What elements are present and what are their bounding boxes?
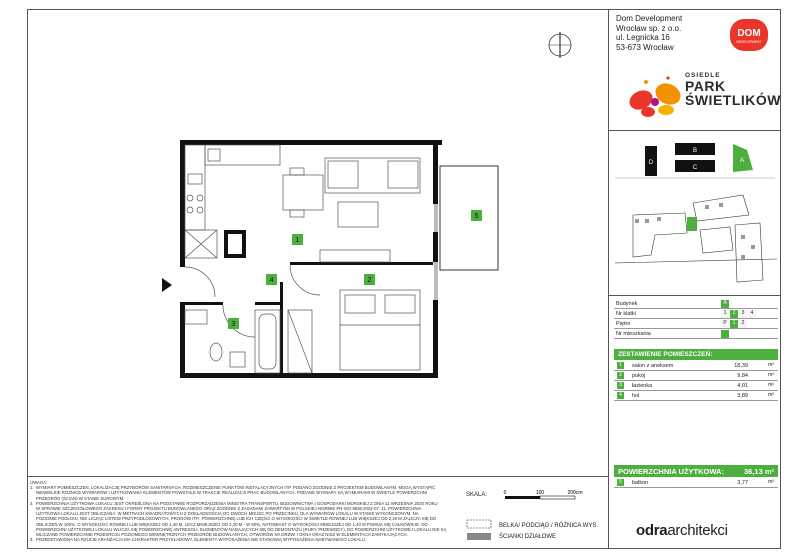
scale-tick: 200cm <box>567 490 583 496</box>
info-label: Nr mieszkania <box>616 331 651 337</box>
room-unit: m² <box>768 392 774 398</box>
north-arrow-icon <box>545 30 575 60</box>
scale-tick: 100 <box>535 490 545 496</box>
room-row <box>614 371 778 381</box>
info-row <box>614 299 778 309</box>
balcony-row <box>614 478 778 488</box>
company-address <box>616 14 682 52</box>
info-label: Piętro <box>616 321 631 327</box>
scale-tick: 0 <box>503 490 507 496</box>
info-cell: 2 <box>730 310 738 318</box>
project-name <box>685 72 781 107</box>
architect-logo <box>636 522 728 539</box>
room-name: łazienka <box>632 383 653 389</box>
legend <box>499 521 598 543</box>
room-name: hol <box>632 393 640 399</box>
info-cell <box>721 330 729 338</box>
architect-part1: odra <box>636 522 668 539</box>
notes-title: UWAGA: <box>30 480 48 485</box>
room-num: 4 <box>617 392 624 399</box>
project-line1: PARK <box>685 78 726 94</box>
room-name: pokój <box>632 373 646 379</box>
info-label: Nr klatki <box>616 311 636 317</box>
company-city: 53-673 Wrocław <box>616 42 674 52</box>
room-num: 2 <box>617 372 624 379</box>
info-cell: 1 <box>730 320 738 328</box>
logo-subtext: DEVELOPMENT <box>736 40 762 44</box>
info-label: Budynek <box>616 301 638 307</box>
legend-item: BELKA/ PODCIĄG / RÓŻNICA WYS. <box>499 523 599 529</box>
notes <box>30 480 470 542</box>
balcony-unit: m² <box>768 479 774 485</box>
room-list <box>614 361 778 401</box>
notes-lines <box>30 485 470 542</box>
note-line: 1. WYMIARY POMIESZCZEŃ, LOKALIZACJĘ PRZYBORÓW SANITARNYCH, ROZMIESZCZENIE PUNKTÓW INSTALACYJNYCH ITP. PODANO ZGODNIE Z PROJEKTEM BUDOWLANYM. MOGĄ WYSTĄPIĆ <box>30 485 436 491</box>
floor-plan <box>150 130 510 380</box>
note-line: WLICZANE POWIERZCHNIE PRZEKROJU POZIOMEGO WEWNĘTRZNYCH PRZEGRÓD BUDOWLANYCH, OTWORÓW NA DRZWI I OKNA ORAZ NISZ W ELEMENTACH ZAMYKAJĄCYCH. <box>30 532 408 538</box>
scale-bar <box>500 488 590 506</box>
room-area: 4,01 <box>737 383 748 389</box>
note-line: NIEWIELKIE RÓŻNICE WYMIARÓW I UŻYTKOWANIA ELEMENTÓW POWSTAŁE W TRAKCIE REALIZACJI PRAC BUDOWLANYCH. PODANE WYMIARY SĄ WYMIARAMI W ŚWIETLE POWIERZCHNI <box>30 490 428 496</box>
room-label: 5 <box>471 210 482 221</box>
sidebar-divider <box>608 9 609 549</box>
balcony-num: 5 <box>617 479 624 486</box>
dom-development-logo <box>729 18 769 52</box>
total-area <box>614 465 778 477</box>
info-cell: 2 <box>739 320 747 328</box>
project-small: OSIEDLE <box>685 72 721 79</box>
room-label: 2 <box>364 274 375 285</box>
info-cell: 1 <box>721 310 729 318</box>
key-plan-buildings <box>615 138 775 190</box>
room-row <box>614 381 778 391</box>
divider <box>608 130 781 131</box>
company-street: ul. Legnicka 16 <box>616 33 670 42</box>
info-cell: 4 <box>748 310 756 318</box>
info-cell: A <box>721 300 729 308</box>
divider <box>27 476 608 477</box>
note-line: POWIERZCHNI UŻYTKOWEJ LOKALU WLICZA SIĘ POWIERZCHNIĘ ANTRESOLI, ELEMENTÓW NADAJĄCYCH SIĘ DO DEMONTAŻU (RURY, PRZEWODY), DO POWIERZCHNI UŻYTKOWEJ LOKALU NIE SĄ <box>30 526 447 532</box>
building-label: D <box>648 160 654 166</box>
room-label: 3 <box>228 318 239 329</box>
legend-swatches <box>466 519 494 545</box>
architect-part2: architekci <box>667 522 728 539</box>
room-unit: m² <box>768 372 774 378</box>
room-unit: m² <box>768 362 774 368</box>
room-area: 3,89 <box>737 393 748 399</box>
building-label: C <box>692 165 698 171</box>
company-name: Dom Development <box>616 14 683 23</box>
room-row <box>614 361 778 371</box>
info-row <box>614 319 778 329</box>
info-row <box>614 309 778 319</box>
room-name: salon z aneksem <box>632 363 674 369</box>
legend-item: ŚCIANKI DZIAŁOWE <box>499 534 557 540</box>
scale-label: SKALA: <box>466 492 488 498</box>
note-line: PRZEGRÓD (ŚCIAN) W STANIE SUROWYM. <box>30 495 125 501</box>
info-row <box>614 329 778 339</box>
room-num: 1 <box>617 362 624 369</box>
note-line: 2. POWIERZCHNIA UŻYTKOWA LOKALU JEST OKREŚLONA NA PODSTAWIE ROZPORZĄDZENIA MINISTRA TRANSPORTU, BUDOWNICTWA I GOSPODARKI MORSKIEJ Z DNIA 11 WRZEŚNIA 2020 ROKU <box>30 500 438 506</box>
site-plan <box>615 185 777 290</box>
total-label: POWIERZCHNIA UŻYTKOWA: <box>618 467 724 476</box>
room-area: 9,84 <box>737 373 748 379</box>
note-line: 3. PRZEDSTAWIONA NA RZUCIE ARANŻACJA MA CHARAKTER PRZYKŁADOWY, ELEMENTY WYPOSAŻENIA NIE STANOWIĄ WYPOSAŻENIA NABYWANEGO LOKALU. <box>30 537 367 543</box>
room-row <box>614 391 778 401</box>
room-area: 18,39 <box>734 363 748 369</box>
logo-text: DOM <box>737 28 761 39</box>
note-line: OBLICZEŃ W 100%, O WYSOKOŚCI RÓWNEJ LUB WIĘKSZEJ OD 1,40 M, LECZ MNIEJSZEJ OD 2,20 M - W 50%, NATOMIAST O WYSOKOŚCI MNIEJSZEJ OD 1,40 M POMIJA SIĘ CAŁKOWICIE. DO <box>30 521 428 527</box>
building-label: B <box>692 148 698 154</box>
note-line: POZIOMIE PODŁOGI, NIE LICZĄC LISTEW PRZYPODŁOGOWYCH, PROGÓW ITP.; POWIERZCHNIĘ LUB ICH CZĘŚCI O WYSOKOŚCI W ŚWIETLE ROWNEJ LUB WIĘKSZEJ OD 2,20 M ZALICZA SIĘ DO <box>30 516 437 522</box>
info-cell: P <box>721 320 729 328</box>
building-label: A <box>739 158 745 164</box>
rooms-heading: ZESTAWIENIE POMIESZCZEŃ: <box>614 349 778 360</box>
room-label: 4 <box>266 274 277 285</box>
divider <box>608 295 781 296</box>
balcony-name: balkon <box>632 480 649 486</box>
unit-info-table <box>614 299 778 339</box>
total-value: 36,13 m² <box>743 467 774 476</box>
scale <box>466 492 487 498</box>
room-label: 1 <box>292 234 303 245</box>
project-line2: ŚWIETLIKÓW <box>685 92 781 108</box>
note-line: UŻYTKOWA LOKALU JEST OBLICZANA: W METRACH KWADRATOWYCH Z DOKŁADNOŚCIĄ DO DWÓCH MIEJSC PO PRZECINKU, DLA WYMIARÓW LOKALU W STANIE WYKOŃCZONYM, NA <box>30 511 419 517</box>
info-cell: 3 <box>739 310 747 318</box>
note-line: W SPRAWIE SZCZEGÓŁOWEGO ZAKRESU I FORMY PROJEKTU BUDOWLANEGO ORAZ ZGODNIE Z ZASADAMI ZAWARTYMI W POLSKIEJ NORMIE PN-ISO 9836:2022-07. 11. POWIERZCHNIA <box>30 506 422 512</box>
balcony-area: 3,77 <box>737 480 748 486</box>
company-entity: Wrocław sp. z o.o. <box>616 23 682 33</box>
room-num: 3 <box>617 382 624 389</box>
room-unit: m² <box>768 382 774 388</box>
